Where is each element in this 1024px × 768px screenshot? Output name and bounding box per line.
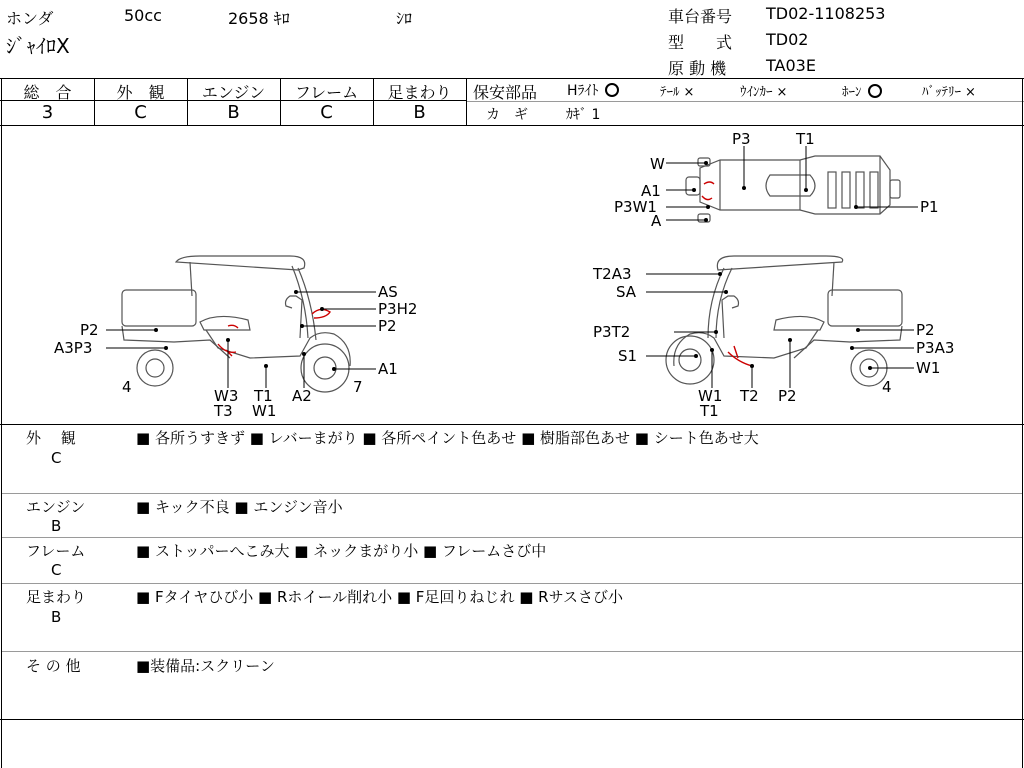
- left-view-scooter: [122, 256, 350, 392]
- note-divider: [2, 493, 1022, 494]
- label-left-W1: W1: [252, 402, 277, 420]
- label-top-P1: P1: [920, 198, 939, 216]
- score-value-frame: C: [320, 102, 333, 123]
- circle-mark-icon: [605, 83, 619, 97]
- safety-label: 保安部品: [473, 83, 538, 102]
- label-left-A2: A2: [292, 387, 312, 405]
- note-text: ■ Fタイヤひび小 ■ Rホイール削れ小 ■ F足回りねじれ ■ Rサスさび小: [136, 588, 623, 606]
- label-left-num4: 4: [122, 378, 132, 396]
- note-label: そ の 他: [26, 657, 81, 675]
- label-right-num4: 4: [882, 378, 892, 396]
- safety-item-name: ﾊﾞｯﾃﾘｰ: [922, 85, 961, 100]
- score-label-frame: フレーム: [294, 83, 359, 102]
- table-top-border: [0, 78, 1024, 79]
- label-top-P3W1: P3W1: [614, 198, 657, 216]
- score-label-engine: エンジン: [201, 83, 266, 102]
- key-label: カ ギ: [486, 107, 528, 123]
- note-grade: B: [51, 608, 62, 626]
- label-top-T1: T1: [796, 130, 815, 148]
- x-mark-icon: ×: [683, 85, 695, 100]
- x-mark-icon: ×: [965, 85, 976, 100]
- type-value: TD02: [766, 30, 809, 49]
- label-left-P2a: P2: [378, 317, 397, 335]
- label-top-A: A: [651, 212, 662, 230]
- safety-item-name: ﾃｰﾙ: [660, 85, 680, 100]
- note-label: 足まわり: [26, 588, 87, 606]
- label-right-P3T2: P3T2: [593, 323, 631, 341]
- score-value-engine: B: [227, 102, 240, 123]
- frame-no: TD02-1108253: [766, 4, 886, 23]
- note-divider: [2, 651, 1022, 652]
- label-right-P3A3: P3A3: [916, 339, 955, 357]
- displacement: 50cc: [124, 6, 162, 25]
- score-label-overall: 総 合: [23, 83, 72, 102]
- safety-item-winker: [740, 81, 787, 100]
- label-left-W3: W3: [214, 387, 239, 405]
- safety-item-name: ｳｲﾝｶｰ: [740, 85, 773, 100]
- top-view-dots: [692, 161, 858, 222]
- label-right-bP2: P2: [778, 387, 797, 405]
- top-view-scooter: [686, 156, 900, 222]
- score-divider: [466, 78, 467, 125]
- label-right-P2: P2: [916, 321, 935, 339]
- note-label: フレーム: [26, 542, 86, 560]
- safety-mid-border: [466, 101, 1024, 102]
- model-name: ｼﾞｬｲﾛX: [6, 34, 70, 58]
- label-right-S1: S1: [618, 347, 638, 365]
- label-right-T2: T2: [740, 387, 759, 405]
- damage-diagram: [0, 126, 1024, 424]
- label-left-P3H2: P3H2: [378, 300, 418, 318]
- label-left-T1: T1: [254, 387, 273, 405]
- label-top-A1: A1: [641, 182, 661, 200]
- note-text: ■ ストッパーへこみ大 ■ ネックまがり小 ■ フレームさび中: [136, 542, 547, 560]
- engine-value: TA03E: [766, 56, 816, 75]
- score-value-overall: 3: [41, 102, 54, 123]
- x-mark-icon: ×: [776, 85, 788, 100]
- note-text: ■装備品:スクリーン: [136, 657, 275, 675]
- note-label: 外 観: [26, 429, 76, 447]
- label-right-bW1: W1: [698, 387, 723, 405]
- note-text: ■ 各所うすきず ■ レバーまがり ■ 各所ペイント色あせ ■ 樹脂部色あせ ■ シート色あせ大: [136, 429, 759, 447]
- score-label-suspension: 足まわり: [387, 83, 452, 102]
- maker: ホンダ: [6, 9, 54, 28]
- frame-no-label: 車台番号: [668, 7, 733, 26]
- label-left-T3: T3: [214, 402, 233, 420]
- note-grade: B: [51, 517, 62, 535]
- label-left-num7: 7: [353, 378, 363, 396]
- color: ｼﾛ: [396, 9, 413, 28]
- label-top-P3: P3: [732, 130, 751, 148]
- safety-item-name: ﾎｰﾝ: [842, 85, 862, 100]
- safety-item-headlight: [567, 80, 619, 100]
- right-view-labels: [592, 265, 954, 420]
- safety-item-name: Hﾗｲﾄ: [567, 83, 599, 99]
- label-left-A1: A1: [378, 360, 398, 378]
- note-text: ■ キック不良 ■ エンジン音小: [136, 498, 343, 516]
- label-left-P2b: P2: [80, 321, 99, 339]
- note-label: エンジン: [26, 498, 86, 516]
- label-left-A3P3: A3P3: [54, 339, 93, 357]
- circle-mark-icon: [868, 84, 882, 98]
- score-value-exterior: C: [134, 102, 147, 123]
- safety-item-tail: [660, 81, 694, 100]
- score-value-suspension: B: [413, 102, 426, 123]
- safety-item-battery: [922, 81, 976, 100]
- left-view-leaders: [106, 292, 376, 388]
- engine-label: 原 動 機: [668, 59, 727, 78]
- key-value: ｶｷﾞ 1: [566, 107, 601, 123]
- label-right-T2A3: T2A3: [593, 265, 632, 283]
- right-view-scooter: [666, 256, 902, 386]
- label-left-AS: AS: [378, 283, 398, 301]
- label-right-SA: SA: [616, 283, 637, 301]
- label-right-bT1: T1: [700, 402, 719, 420]
- note-grade: C: [51, 449, 62, 467]
- safety-item-horn: [842, 81, 882, 100]
- score-label-exterior: 外 観: [116, 83, 165, 102]
- type-label: 型 式: [668, 33, 733, 52]
- note-grade: C: [51, 561, 62, 579]
- note-divider: [2, 537, 1022, 538]
- label-top-W: W: [650, 155, 665, 173]
- label-right-W1: W1: [916, 359, 941, 377]
- notes-top-border: [0, 424, 1024, 425]
- note-divider: [2, 583, 1022, 584]
- notes-bottom-border: [0, 719, 1024, 720]
- mileage: 2658 ｷﾛ: [228, 9, 290, 28]
